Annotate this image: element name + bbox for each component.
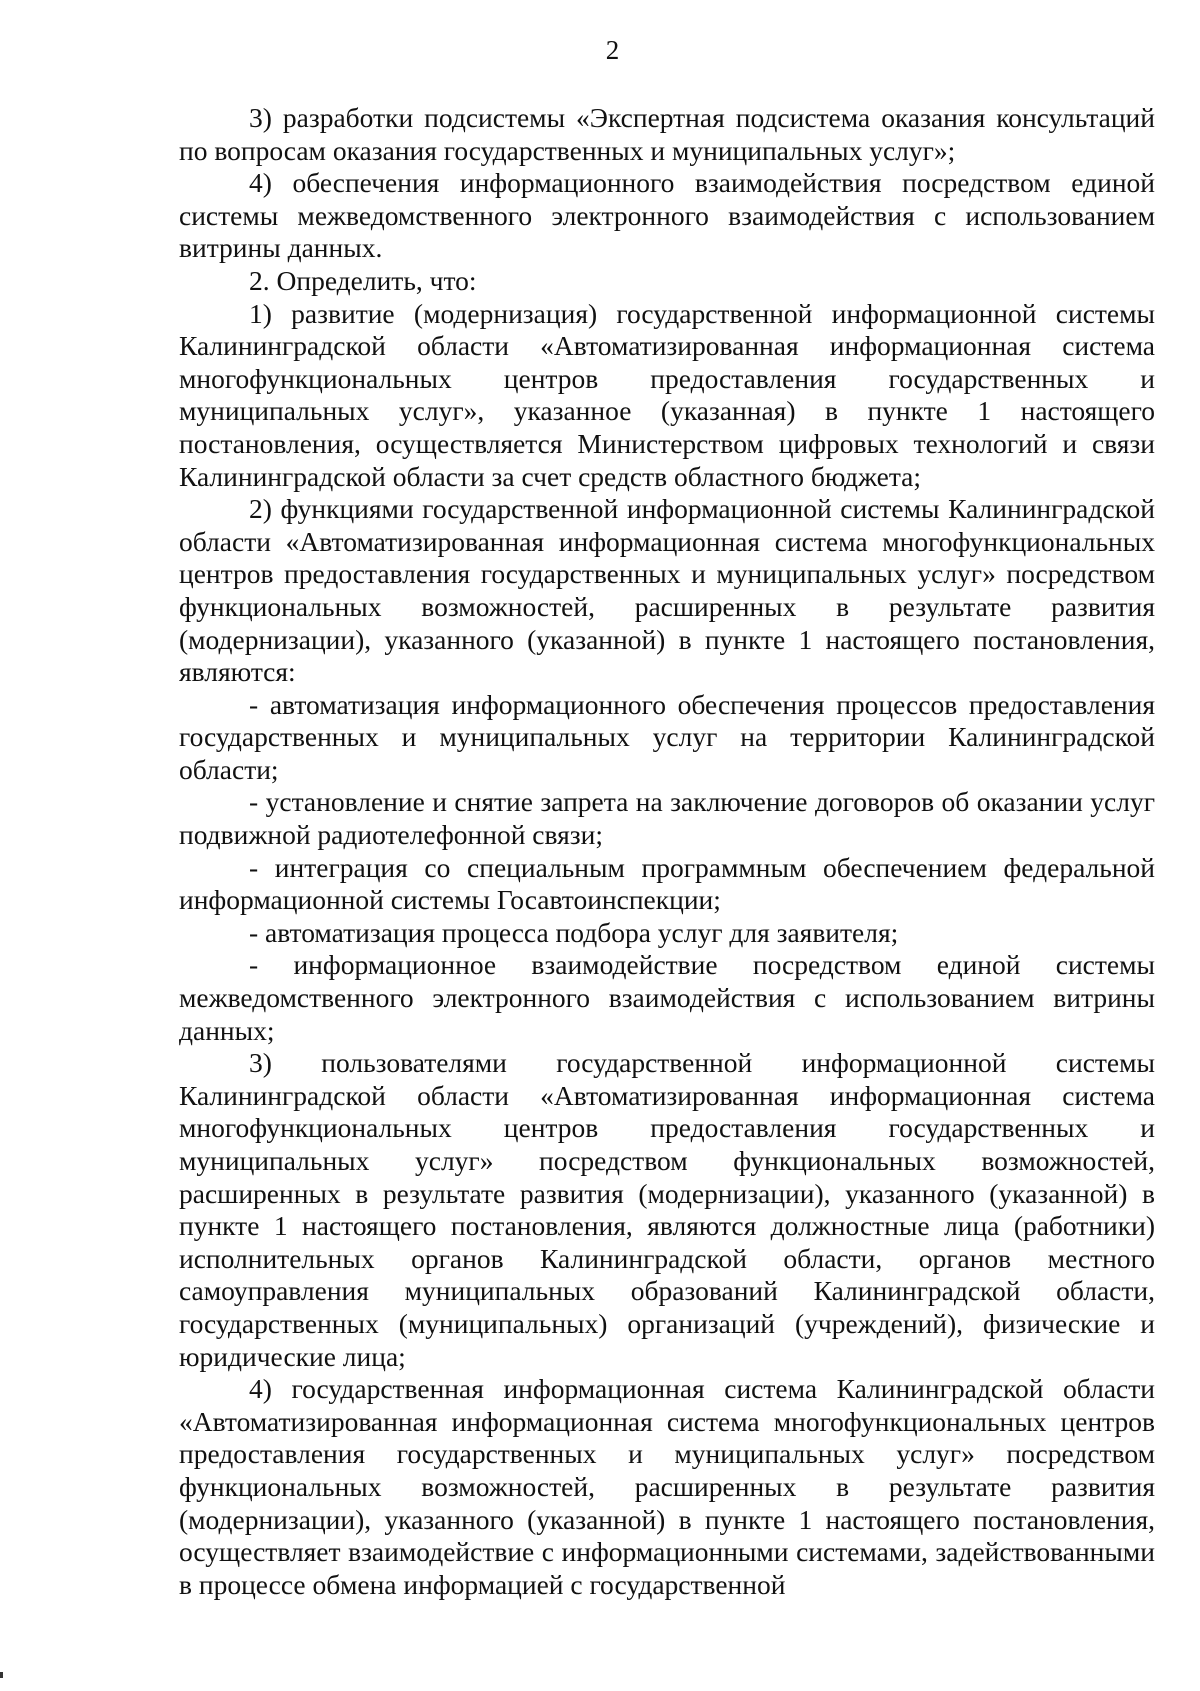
paragraph-section-2-heading: 2. Определить, что: xyxy=(249,264,477,296)
list-item-service-selection: - автоматизация процесса подбора услуг для заявителя; xyxy=(249,916,899,948)
paragraph-item-3-expert-subsystem: 3) разработки подсистемы «Экспертная подсистема оказания консультаций по вопросам оказания государственных и муниципальных услуг»; xyxy=(179,102,1155,166)
paragraph-2-3-users: 3) пользователями государственной информационной системы Калининградской области «Автоматизированная информационная система многофункциональных центров предоставления государственных и муниципальных услуг» посредством функциональных возможностей, расширенных в результате развития (модернизации), указанного (указанной) в пункте 1 настоящего постановления, являются должностные лица (работники) исполнительных органов Калининградской области, органов местного самоуправления муниципальных образований Калининградской области, государственных (муниципальных) организаций (учреждений), физические и юридические лица; xyxy=(179,1047,1155,1372)
list-item-mobile-contract-ban: - установление и снятие запрета на заключение договоров об оказании услуг подвижной радиотелефонной связи; xyxy=(179,786,1155,851)
page-number: 2 xyxy=(605,35,620,65)
paragraph-2-1-development: 1) развитие (модернизация) государственной информационной системы Калининградской области «Автоматизированная информационная система многофункциональных центров предоставления государственных и муниципальных услуг», указанное (указанная) в пункте 1 настоящего постановления, осуществляется Министерством цифровых технологий и связи Калининградской области за счет средств областного бюджета; xyxy=(179,297,1155,492)
paragraph-2-2-functions: 2) функциями государственной информационной системы Калининградской области «Автоматизированная информационная система многофункциональных центров предоставления государственных и муниципальных услуг» посредством функциональных возможностей, расширенных в результате развития (модернизации), указанного (указанной) в пункте 1 настоящего постановления, являются: xyxy=(179,493,1155,688)
paragraph-item-4-data-showcase: 4) обеспечения информационного взаимодействия посредством единой системы межведомственного электронного взаимодействия с использованием витрины данных. xyxy=(179,167,1155,264)
list-item-interagency-exchange: - информационное взаимодействие посредством единой системы межведомственного электронного взаимодействия с использованием витрины данных; xyxy=(179,949,1155,1046)
list-item-automation-support: - автоматизация информационного обеспечения процессов предоставления государственных и муниципальных услуг на территории Калининградской области; xyxy=(179,688,1155,785)
paragraph-2-4-interaction: 4) государственная информационная система Калининградской области «Автоматизированная информационная система многофункциональных центров предоставления государственных и муниципальных услуг» посредством функциональных возможностей, расширенных в результате развития (модернизации), указанного (указанной) в пункте 1 настоящего постановления, осуществляет взаимодействие с информационными системами, задействованными в процессе обмена информацией с государственной xyxy=(179,1373,1155,1600)
document-body xyxy=(179,102,1155,1601)
list-item-gibdd-integration: - интеграция со специальным программным обеспечением федеральной информационной системы Госавтоинспекции; xyxy=(179,851,1155,916)
scan-edge-mark xyxy=(0,1672,3,1678)
